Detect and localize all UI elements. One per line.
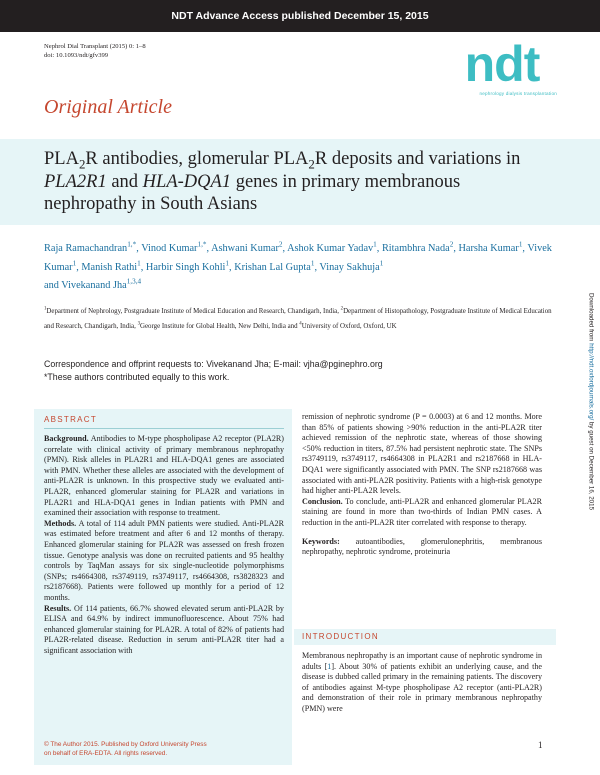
author-affiliation-marker: 2 <box>278 240 283 249</box>
affiliation-marker: 3 <box>137 321 140 327</box>
abstract-keywords <box>302 537 542 558</box>
author-name[interactable]: Ashwani Kumar <box>211 243 279 254</box>
affiliation-marker: 1 <box>44 306 47 312</box>
abstract-results-continued: remission of nephrotic syndrome (P = 0.0003) at 6 and 12 months. More than 85% of patients showing >90% reduction in the anti-PLA2R titer achieved remission of the nephrotic state, whereas of those showing <50% reduction in titers, 87.5% had persistent nephrotic state. The SNPs rs3749119, rs3749117, rs4664308 in PLA2R1 and rs2187668 in HLA-DQA1 were significantly associated with PMN. The SNP rs2187668 was associated with anti-PLA2R positivity. Patients with a high-risk genotype had higher anti-PLA2R levels. <box>302 412 542 496</box>
affiliation-marker: 4 <box>299 321 302 327</box>
ndt-logo-subtitle: nephrology dialysis transplantation <box>479 91 557 96</box>
title-gene: HLA-DQA1 <box>142 171 232 192</box>
author-name[interactable]: and Vivekanand Jha <box>44 280 127 291</box>
correspondence-block <box>44 358 564 383</box>
page-number: 1 <box>538 740 543 750</box>
download-sidebar <box>576 258 594 548</box>
author-affiliation-marker: 1,3,4 <box>126 277 142 286</box>
author-affiliation-marker: 1 <box>373 240 377 249</box>
equal-contribution-note: *These authors contributed equally to this work. <box>44 371 230 382</box>
conclusion-label: Conclusion. <box>302 496 343 506</box>
affiliation-text: Department of Nephrology, Postgraduate Institute of Medical Education and Research, Chandigarh, India, <box>46 308 341 315</box>
article-title <box>44 148 544 216</box>
author-name[interactable]: Ritambhra Nada <box>381 243 450 254</box>
title-part: PLA <box>44 149 79 169</box>
author-affiliation-marker: 1 <box>72 259 77 268</box>
title-gene: PLA2R1 <box>44 171 107 192</box>
author-affiliation-marker: 2 <box>449 240 454 249</box>
intro-text-part: ]. About 30% of patients exhibit an underlying cause, and the disease is dubbed called primary in the remaining patients. The discovery of antibodies against M-type phospholipase A2 receptor (anti-PLA2R) and demonstration of their role in primary membranous nephropathy (PMN) were <box>302 661 542 713</box>
abstract-results <box>44 604 284 657</box>
introduction-text <box>302 651 542 715</box>
author-name[interactable]: Harbir Singh Kohli <box>145 261 226 273</box>
reference-link[interactable]: 1 <box>327 661 332 671</box>
copyright-line: on behalf of ERA-EDTA. All rights reserved. <box>44 750 168 757</box>
author-affiliation-marker: 1 <box>518 240 523 249</box>
results-label: Results. <box>44 603 72 613</box>
abstract-column-1 <box>44 434 284 656</box>
methods-text: A total of 114 adult PMN patients were studied. Anti-PLA2R was estimated before treatment and after 6 and 12 months of therapy. Enhanced glomerular staining for PLA2R was assessed on fresh frozen tissue. Genotype analysis was done on recruited patients and 95 healthy controls by TaqMan assays for six single-nucleotide polymorphisms (SNPs; rs4664308, rs3749119, rs3749117, rs4664308, rs3828323 and rs2187668). Patients were followed up monthly for a period of 12 months. <box>44 518 284 602</box>
methods-label: Methods. <box>44 518 77 528</box>
author-name[interactable]: Ashok Kumar Yadav <box>287 243 374 254</box>
background-label: Background. <box>44 434 89 443</box>
author-affiliation-marker: 1 <box>379 259 384 268</box>
author-affiliation-marker: 1 <box>137 259 141 268</box>
affiliation-text: George Institute for Global Health, New Delhi, India and <box>140 323 300 330</box>
abstract-divider <box>44 428 284 429</box>
abstract-methods <box>44 519 284 604</box>
copyright-line: © The Author 2015. Published by Oxford University Press <box>44 741 207 748</box>
title-subscript: 2 <box>78 156 86 172</box>
title-part: genes in primary membranous nephropathy in South Asians <box>44 171 461 214</box>
intro-text-part: Membranous nephropathy is an important cause of nephrotic syndrome in adults [ <box>302 651 542 671</box>
author-affiliation-marker: 1,* <box>197 240 207 249</box>
conclusion-text: To conclude, anti-PLA2R and enhanced glomerular PLA2R staining are found in more than two-thirds of Indian PMN cases. A reduction in the anti-PLA2R titer correlated with response to therapy. <box>302 496 542 527</box>
results-text: Of 114 patients, 66.7% showed elevated serum anti-PLA2R by ELISA and 64.9% by indirect immunofluorescence. About 75% had enhanced glomerular staining for PLA2R. A total of 82% of patients had PLA2R-related disease. Reduction in serum anti-PLA2R titer had a significant association with <box>44 603 284 655</box>
background-text: Antibodies to M-type phospholipase A2 receptor (PLA2R) correlate with clinical activity of primary membranous nephropathy (PMN). Risk alleles in PLA2R1 and HLA-DQA1 genes are associated with PMN. Whether these alleles are associated with the development of anti-PLA2R is unknown. In this prospective study we evaluated anti-PLA2R, enhanced glomerular staining for PLA2R and variations in PLA2R1 and HLA-DQA1 genes in Indian patients with PMN and examined their association with response to treatment. <box>44 434 285 518</box>
sidebar-suffix: by guest on December 16, 2015 <box>587 420 595 511</box>
author-name[interactable]: Raja Ramachandran <box>44 243 128 254</box>
journal-citation <box>44 42 146 60</box>
article-type: Original Article <box>44 96 172 118</box>
affiliation-text: University of Oxford, Oxford, UK <box>301 323 397 330</box>
abstract-conclusion <box>302 497 542 529</box>
affiliation-text: Department of Histopathology, Postgraduate Institute of Medical Education and Research, Chandigarh, India, <box>44 308 552 330</box>
affiliation-marker: 2 <box>340 306 344 312</box>
title-part: R antibodies, glomerular PLA <box>85 149 309 169</box>
author-name[interactable]: Vinay Sakhuja <box>319 261 380 273</box>
abstract-column-2 <box>302 412 542 558</box>
advance-access-banner: NDT Advance Access published December 15, 2015 <box>0 0 600 32</box>
author-list: Raja Ramachandran$^{1,*}$, Vinod Kumar$^{1,*}$, Ashwani Kumar$^2$, Ashok Kumar Yadav$^1$, Ritambhra Nada$^2$, Harsha Kumar$^1$, Vivek Kumar$^1$, Manish Rathi$^1$, Harbir Singh Kohli$^1$, Krishan Lal Gupta$^1$, Vinay Sakhuja$^1$ and Vivekanand Jha$^{1,3,4}$ <box>44 240 552 291</box>
doi-line: doi: 10.1093/ndt/gfv399 <box>44 52 109 59</box>
author-name[interactable]: Vinod Kumar <box>141 243 198 254</box>
author-name[interactable]: Vivek Kumar <box>44 243 552 273</box>
author-name[interactable]: Harsha Kumar <box>458 243 519 254</box>
ndt-logo: ndt <box>464 36 540 92</box>
author-affiliation-marker: 1,* <box>127 240 137 249</box>
introduction-heading: INTRODUCTION <box>302 632 379 641</box>
keywords-text: autoantibodies, glomerulonephritis, membranous nephropathy, nephrotic syndrome, proteinuria <box>302 536 542 557</box>
author-name[interactable]: Krishan Lal Gupta <box>234 261 311 273</box>
affiliations <box>44 304 559 334</box>
author-name[interactable]: Manish Rathi <box>81 261 138 273</box>
abstract-background <box>44 434 284 519</box>
author-affiliation-marker: 1 <box>310 259 315 268</box>
copyright-footer <box>44 740 207 758</box>
author-affiliation-marker: 1 <box>225 259 230 268</box>
sidebar-link[interactable]: http://ndt.oxfordjournals.org/ <box>587 343 595 421</box>
sidebar-prefix: Downloaded from <box>587 292 595 344</box>
title-part: and <box>106 171 143 192</box>
correspondence: Correspondence and offprint requests to: Vivekanand Jha; E-mail: vjha@pginephro.org <box>44 359 383 369</box>
abstract-heading: ABSTRACT <box>44 415 98 424</box>
title-subscript: 2 <box>308 156 315 172</box>
keywords-label: Keywords: <box>302 536 340 546</box>
citation-line: Nephrol Dial Transplant (2015) 0: 1–8 <box>44 43 146 50</box>
title-part: R deposits and variations in <box>314 149 521 169</box>
